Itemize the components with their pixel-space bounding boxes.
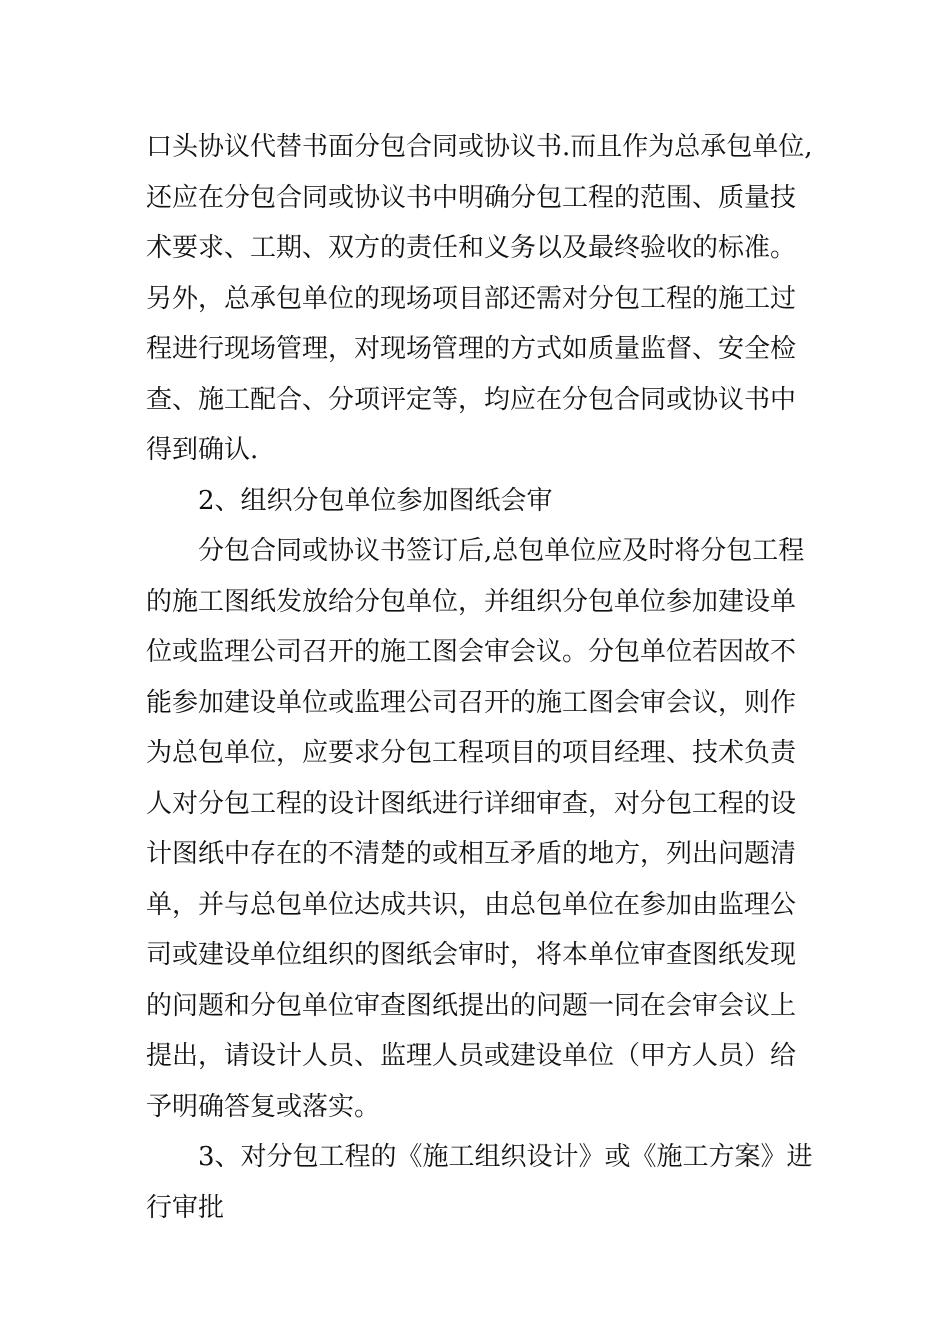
- section-heading-2: [146, 476, 806, 527]
- heading-line: 3、对分包工程的《施工组织设计》或《施工方案》进: [198, 1142, 813, 1172]
- text-line: 计图纸中存在的不清楚的或相互矛盾的地方，列出问题清: [146, 839, 797, 869]
- heading-line: 2、组织分包单位参加图纸会审: [198, 485, 553, 516]
- text-line: 还应在分包合同或协议书中明确分包工程的范围、质量技: [146, 182, 797, 213]
- text-line: 能参加建设单位或监理公司召开的施工图会审会议，则作: [146, 687, 797, 718]
- text-line: 分包合同或协议书签订后,总包单位应及时将分包工程: [198, 536, 805, 566]
- text-line: 口头协议代替书面分包合同或协议书.而且作为总承包单位,: [146, 132, 813, 162]
- text-line: 术要求、工期、双方的责任和义务以及最终验收的标准。: [146, 233, 797, 263]
- section-heading-3: [146, 1132, 813, 1233]
- text-line: 为总包单位，应要求分包工程项目的项目经理、技术负责: [146, 738, 797, 768]
- text-line: 司或建设单位组织的图纸会审时，将本单位审查图纸发现: [146, 940, 797, 970]
- document-body: [146, 122, 813, 1233]
- text-line: 的问题和分包单位审查图纸提出的问题一同在会审会议上: [146, 990, 797, 1021]
- paragraph-drawing-review: [146, 526, 806, 1132]
- text-line: 的施工图纸发放给分包单位，并组织分包单位参加建设单: [146, 586, 797, 617]
- text-line: 程进行现场管理，对现场管理的方式如质量监督、安全检: [146, 334, 797, 364]
- text-line: 得到确认.: [146, 435, 259, 465]
- heading-line: 行审批: [146, 1192, 225, 1223]
- paragraph-subcontract-agreement: [146, 122, 813, 476]
- text-line: 提出，请设计人员、监理人员或建设单位（甲方人员）给: [146, 1041, 797, 1071]
- text-line: 单，并与总包单位达成共识，由总包单位在参加由监理公: [146, 889, 797, 920]
- text-line: 另外，总承包单位的现场项目部还需对分包工程的施工过: [146, 283, 797, 314]
- text-line: 人对分包工程的设计图纸进行详细审查，对分包工程的设: [146, 788, 797, 819]
- text-line: 予明确答复或落实。: [146, 1091, 381, 1122]
- text-line: 位或监理公司召开的施工图会审会议。分包单位若因故不: [146, 637, 797, 667]
- text-line: 查、施工配合、分项评定等，均应在分包合同或协议书中: [146, 384, 797, 415]
